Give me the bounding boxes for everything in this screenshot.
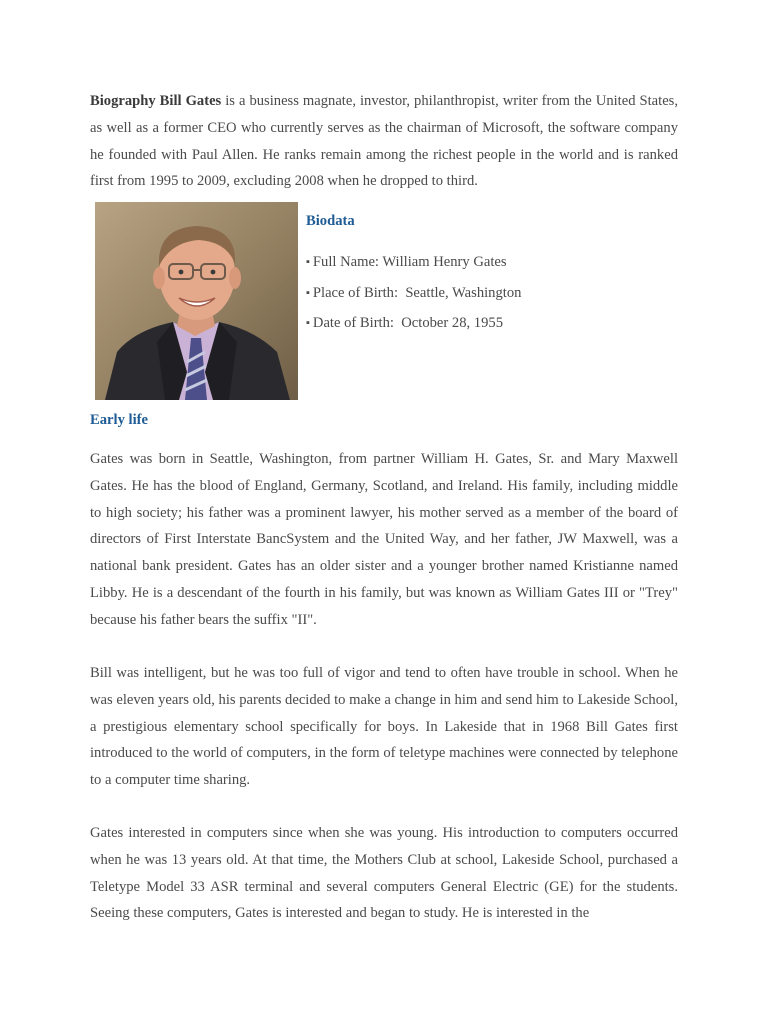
bullet-icon: ▪ bbox=[306, 256, 310, 268]
bullet-icon: ▪ bbox=[306, 286, 310, 299]
bullet-icon: ▪ bbox=[306, 317, 310, 329]
biodata-date-of-birth: Date of Birth: October 28, 1955 bbox=[312, 315, 503, 331]
early-life-paragraph-3: Gates interested in computers since when she was young. His introduction to computers occurred when he was 13 years old. At that time, the Mothers Club at school, Lakeside School, purchased a Teletype Model 33 ASR terminal and several computers General Electric (GE) for the students. Seeing these computers, Gates is interested and began to study. He is interested in the bbox=[90, 825, 678, 922]
biodata-place-of-birth: Place of Birth: Seattle, Washington bbox=[312, 284, 522, 301]
biodata-item bbox=[306, 311, 521, 342]
early-life-heading: Early life bbox=[90, 412, 148, 428]
intro-paragraph bbox=[90, 88, 678, 195]
biodata-full-name: Full Name: William Henry Gates bbox=[312, 254, 507, 270]
biodata-item bbox=[306, 281, 521, 312]
biodata-item bbox=[306, 250, 521, 281]
intro-lead: Biography Bill Gates bbox=[90, 93, 222, 109]
early-life-paragraph-2: Bill was intelligent, but he was too full of vigor and tend to often have trouble in school. When he was eleven years old, his parents decided to make a change in him and send him to Lakeside School, a prestigious elementary school specifically for boys. In Lakeside that in 1968 Bill Gates first introduced to the world of computers, in the form of teletype machines were connected by telephone to a computer time sharing. bbox=[90, 665, 678, 789]
biodata-heading: Biodata bbox=[306, 213, 355, 229]
intro-text: is a business magnate, investor, philanthropist, writer from the United States, as well as a former CEO who currently serves as the chairman of Microsoft, the software company he founded with Paul Allen. He ranks remain among the richest people in the world and is ranked first from 1995 to 2009, excluding 2008 when he dropped to third. bbox=[90, 93, 678, 190]
biodata-list bbox=[306, 250, 521, 342]
portrait-illustration bbox=[95, 202, 298, 400]
early-life-paragraph-1: Gates was born in Seattle, Washington, from partner William H. Gates, Sr. and Mary Maxwell Gates. He has the blood of England, Germany, Scotland, and Ireland. His family, including middle to high society; his father was a prominent lawyer, his mother served as a member of the board of directors of First Interstate BancSystem and the United Way, and her father, JW Maxwell, was a national bank president. Gates has an older sister and a younger brother named Kristianne named Libby. He is a descendant of the fourth in his family, but was known as William Gates III or "Trey" because his father bears the suffix "II". bbox=[90, 451, 678, 628]
portrait-photo bbox=[95, 202, 298, 400]
